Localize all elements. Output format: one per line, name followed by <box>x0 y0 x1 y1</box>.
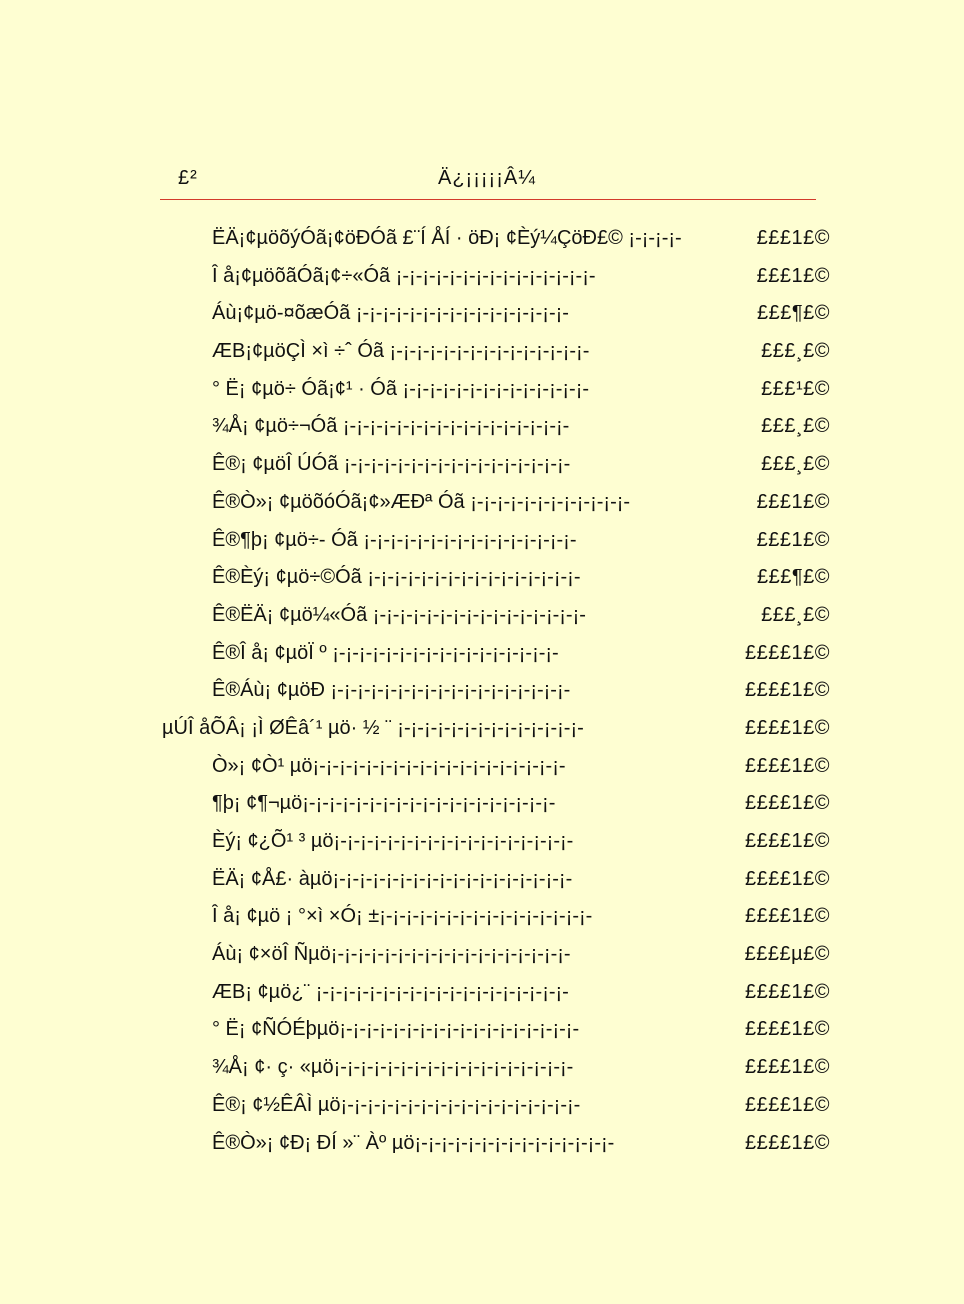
toc-page-number: £££¹£© <box>755 371 830 409</box>
toc-entry-text: Ê®Ò»¡ ¢µöõóÓã¡¢»ÆÐª Óã ¡-¡-¡-¡-¡-¡-¡-¡-¡-¡-¡-¡- <box>212 490 631 513</box>
toc-section-row[interactable] <box>160 220 840 258</box>
toc-page-number: ££££1£© <box>739 1049 830 1087</box>
toc-page-number: ££££µ£© <box>739 936 830 974</box>
toc-section-row[interactable] <box>160 861 840 899</box>
toc-page-number: ££££1£© <box>739 635 830 673</box>
toc-page-number: £££¶£© <box>751 295 830 333</box>
toc-section-row[interactable] <box>160 898 840 936</box>
toc-page-number: £££¸£© <box>755 408 830 446</box>
toc-page-number: ££££1£© <box>739 785 830 823</box>
toc-entry-text: ¶þ¡ ¢¶¬µö¡-¡-¡-¡-¡-¡-¡-¡-¡-¡-¡-¡-¡-¡-¡-¡-¡-¡-¡- <box>212 792 556 815</box>
toc-page-number: £££¸£© <box>755 333 830 371</box>
toc-entry-text: ° Ë¡ ¢µö÷ Óã¡¢¹ · Óã ¡-¡-¡-¡-¡-¡-¡-¡-¡-¡-¡-¡-¡-¡- <box>212 377 590 400</box>
toc-chapter-row[interactable] <box>160 710 840 748</box>
toc-section-row[interactable] <box>160 597 840 635</box>
toc-entry-text: Ê®ËÄ¡ ¢µö¼«Óã ¡-¡-¡-¡-¡-¡-¡-¡-¡-¡-¡-¡-¡-¡-¡-¡- <box>212 603 586 626</box>
toc-entry-text: ËÄ¡¢µöõýÓã¡¢öÐÓã £¨Í ÅÍ · öÐ¡ ¢Èý¼ÇöÐ£© ¡-¡-¡-¡- <box>212 227 682 249</box>
toc-page-number: ££££1£© <box>739 1087 830 1125</box>
toc-section-row[interactable] <box>160 785 840 823</box>
toc-entry-text: Èý¡ ¢¿Õ¹ ³ µö¡-¡-¡-¡-¡-¡-¡-¡-¡-¡-¡-¡-¡-¡-¡-¡-¡-¡- <box>212 830 574 852</box>
toc-section-row[interactable] <box>160 672 840 710</box>
toc-entry-text: ¾Å¡ ¢· ç· «µö¡-¡-¡-¡-¡-¡-¡-¡-¡-¡-¡-¡-¡-¡-¡-¡-¡-¡- <box>212 1056 574 1079</box>
toc-entry-text: Ê®Î å¡ ¢µöÏ º ¡-¡-¡-¡-¡-¡-¡-¡-¡-¡-¡-¡-¡-¡-¡-¡-¡- <box>212 641 559 664</box>
toc-page-number: ££££1£© <box>739 672 830 710</box>
toc-entry-text: Áù¡¢µö-¤õæÓã ¡-¡-¡-¡-¡-¡-¡-¡-¡-¡-¡-¡-¡-¡-¡-¡- <box>212 302 569 325</box>
toc-page-number: £££1£© <box>751 258 830 296</box>
toc-entry-text: Ê®¶þ¡ ¢µö÷- Óã ¡-¡-¡-¡-¡-¡-¡-¡-¡-¡-¡-¡-¡-¡-¡-¡- <box>212 528 577 551</box>
toc-page-number: £££¸£© <box>755 446 830 484</box>
page-number: £² <box>178 167 198 189</box>
toc-page-number: ££££1£© <box>739 1125 830 1163</box>
toc-page-number: ££££1£© <box>739 861 830 899</box>
toc-page-number: ££££1£© <box>739 823 830 861</box>
toc-section-row[interactable] <box>160 295 840 333</box>
toc-section-row[interactable] <box>160 748 840 786</box>
toc-section-row[interactable] <box>160 936 840 974</box>
toc-entry-text: Î å¡ ¢µö ¡ °×ì ×Ó¡ ±¡-¡-¡-¡-¡-¡-¡-¡-¡-¡-¡-¡-¡-¡-¡-¡- <box>212 905 593 928</box>
toc-page-number: £££1£© <box>751 220 830 258</box>
toc-section-row[interactable] <box>160 1011 840 1049</box>
toc-entry-text: Î å¡¢µöõãÓã¡¢÷«Óã ¡-¡-¡-¡-¡-¡-¡-¡-¡-¡-¡-¡-¡-¡-¡- <box>212 264 596 287</box>
toc-entry-text: µÚÎ åÕÂ¡ ¡Ì ØÊâ´¹ µö· ½ ¨ ¡-¡-¡-¡-¡-¡-¡-¡-¡-¡-¡-¡-¡-¡- <box>162 716 584 739</box>
toc-entry-text: Ê®Ò»¡ ¢Ð¡ ÐÍ »¨ Àº µö¡-¡-¡-¡-¡-¡-¡-¡-¡-¡-¡-¡-¡-¡-¡- <box>212 1131 615 1154</box>
toc-section-row[interactable] <box>160 1087 840 1125</box>
toc-page-number: ££££1£© <box>739 1011 830 1049</box>
toc-section-row[interactable] <box>160 974 840 1012</box>
toc-page-number: ££££1£© <box>739 748 830 786</box>
toc-page-number: £££1£© <box>751 522 830 560</box>
toc-entry-text: Ê®¡ ¢µöÎ ÚÓã ¡-¡-¡-¡-¡-¡-¡-¡-¡-¡-¡-¡-¡-¡-¡-¡-¡- <box>212 453 571 476</box>
toc-page-number: £££1£© <box>751 484 830 522</box>
toc-entry-text: Ò»¡ ¢Ò¹ µö¡-¡-¡-¡-¡-¡-¡-¡-¡-¡-¡-¡-¡-¡-¡-¡-¡-¡-¡- <box>212 754 566 777</box>
toc-entry-text: ° Ë¡ ¢ÑÓÉþµö¡-¡-¡-¡-¡-¡-¡-¡-¡-¡-¡-¡-¡-¡-¡-¡-¡-¡- <box>212 1018 580 1041</box>
toc-entry-text: Áù¡ ¢×öÎ Ñµö¡-¡-¡-¡-¡-¡-¡-¡-¡-¡-¡-¡-¡-¡-¡-¡-¡-¡- <box>212 943 571 966</box>
header-rule <box>160 199 816 200</box>
toc-entry-text: Ê®¡ ¢½ÊÂÌ µö¡-¡-¡-¡-¡-¡-¡-¡-¡-¡-¡-¡-¡-¡-¡-¡-¡-¡- <box>212 1093 581 1116</box>
toc-section-row[interactable] <box>160 522 840 560</box>
toc-entry-text: Ê®Èý¡ ¢µö÷©Óã ¡-¡-¡-¡-¡-¡-¡-¡-¡-¡-¡-¡-¡-¡-¡-¡- <box>212 566 581 589</box>
toc-section-row[interactable] <box>160 484 840 522</box>
toc-entry-text: ¾Å¡ ¢µö÷¬Óã ¡-¡-¡-¡-¡-¡-¡-¡-¡-¡-¡-¡-¡-¡-¡-¡-¡- <box>212 415 570 438</box>
toc-entry-text: ËÄ¡ ¢Å£· àµö¡-¡-¡-¡-¡-¡-¡-¡-¡-¡-¡-¡-¡-¡-¡-¡-¡-¡- <box>212 867 573 890</box>
toc-page-number: ££££1£© <box>739 710 830 748</box>
running-title: Ä¿¡¡¡¡¡Â¼ <box>438 167 536 189</box>
toc-page-number: £££¶£© <box>751 559 830 597</box>
toc-section-row[interactable] <box>160 1125 840 1163</box>
toc-entry-text: ÆB¡ ¢µö¿¨ ¡-¡-¡-¡-¡-¡-¡-¡-¡-¡-¡-¡-¡-¡-¡-¡-¡-¡-¡- <box>212 980 569 1003</box>
toc-page-number: ££££1£© <box>739 898 830 936</box>
toc-section-row[interactable] <box>160 559 840 597</box>
table-of-contents <box>160 220 840 1162</box>
toc-entry-text: ÆB¡¢µöÇÌ ×ì ÷ˆ Óã ¡-¡-¡-¡-¡-¡-¡-¡-¡-¡-¡-¡-¡-¡-¡- <box>212 340 590 363</box>
toc-section-row[interactable] <box>160 333 840 371</box>
toc-section-row[interactable] <box>160 1049 840 1087</box>
toc-section-row[interactable] <box>160 823 840 861</box>
toc-entry-text: Ê®Áù¡ ¢µöÐ ¡-¡-¡-¡-¡-¡-¡-¡-¡-¡-¡-¡-¡-¡-¡-¡-¡-¡- <box>212 679 571 702</box>
toc-section-row[interactable] <box>160 408 840 446</box>
toc-page-number: ££££1£© <box>739 974 830 1012</box>
toc-section-row[interactable] <box>160 635 840 673</box>
toc-section-row[interactable] <box>160 258 840 296</box>
toc-section-row[interactable] <box>160 446 840 484</box>
toc-page-number: £££¸£© <box>755 597 830 635</box>
toc-section-row[interactable] <box>160 371 840 409</box>
